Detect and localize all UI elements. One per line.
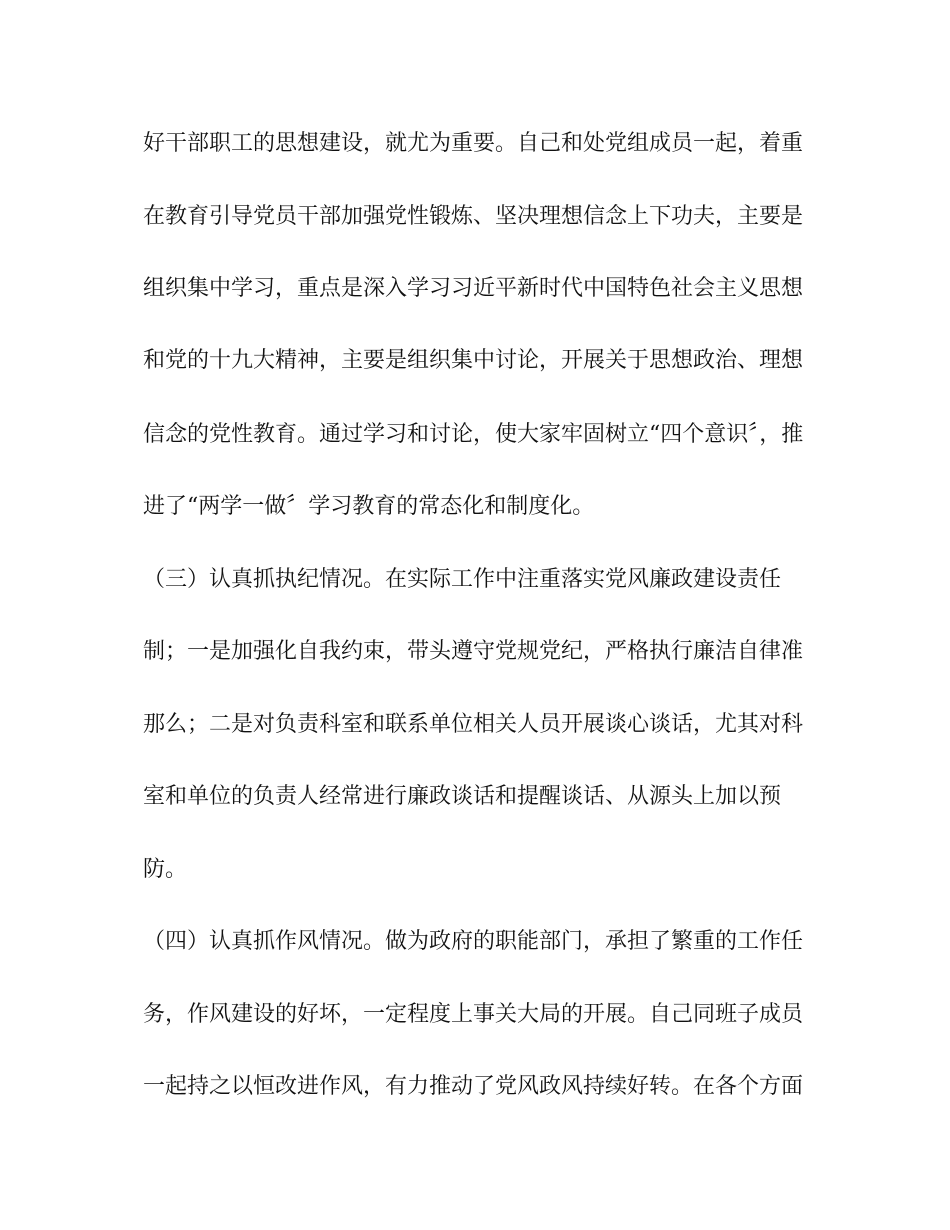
section-heading-3: （三）认真抓执纪情况。在实际工作中注重落实党风廉政建设责任: [143, 567, 782, 592]
text-line: 进了“两学一做〞学习教育的常态化和制度化。: [143, 494, 595, 519]
text-line: 制；一是加强化自我约束，带头遵守党规党纪，严格执行廉洁自律准: [143, 639, 804, 664]
text-line: 防。: [143, 857, 188, 882]
text-line: 室和单位的负责人经常进行廉政谈话和提醒谈话、从源头上加以预: [143, 784, 782, 809]
text-line: 好干部职工的思想建设，就尤为重要。自己和处党组成员一起，着重: [143, 131, 804, 156]
text-line: 务，作风建设的好坏，一定程度上事关大局的开展。自己同班子成员: [143, 1002, 804, 1027]
text-line: 和党的十九大精神，主要是组织集中讨论，开展关于思想政治、理想: [143, 348, 804, 373]
text-line: 一起持之以恒改进作风，有力推动了党风政风持续好转。在各个方面: [143, 1074, 804, 1099]
text-line: 信念的党性教育。通过学习和讨论，使大家牢固树立“四个意识〞，推: [143, 422, 804, 447]
text-line: 在教育引导党员干部加强党性锻炼、坚决理想信念上下功夫，主要是: [143, 204, 804, 229]
text-line: 那么；二是对负责科室和联系单位相关人员开展谈心谈话，尤其对科: [143, 712, 804, 737]
text-line: 组织集中学习，重点是深入学习习近平新时代中国特色社会主义思想: [143, 276, 804, 301]
section-heading-4: （四）认真抓作风情况。做为政府的职能部门，承担了繁重的工作任: [143, 929, 804, 954]
